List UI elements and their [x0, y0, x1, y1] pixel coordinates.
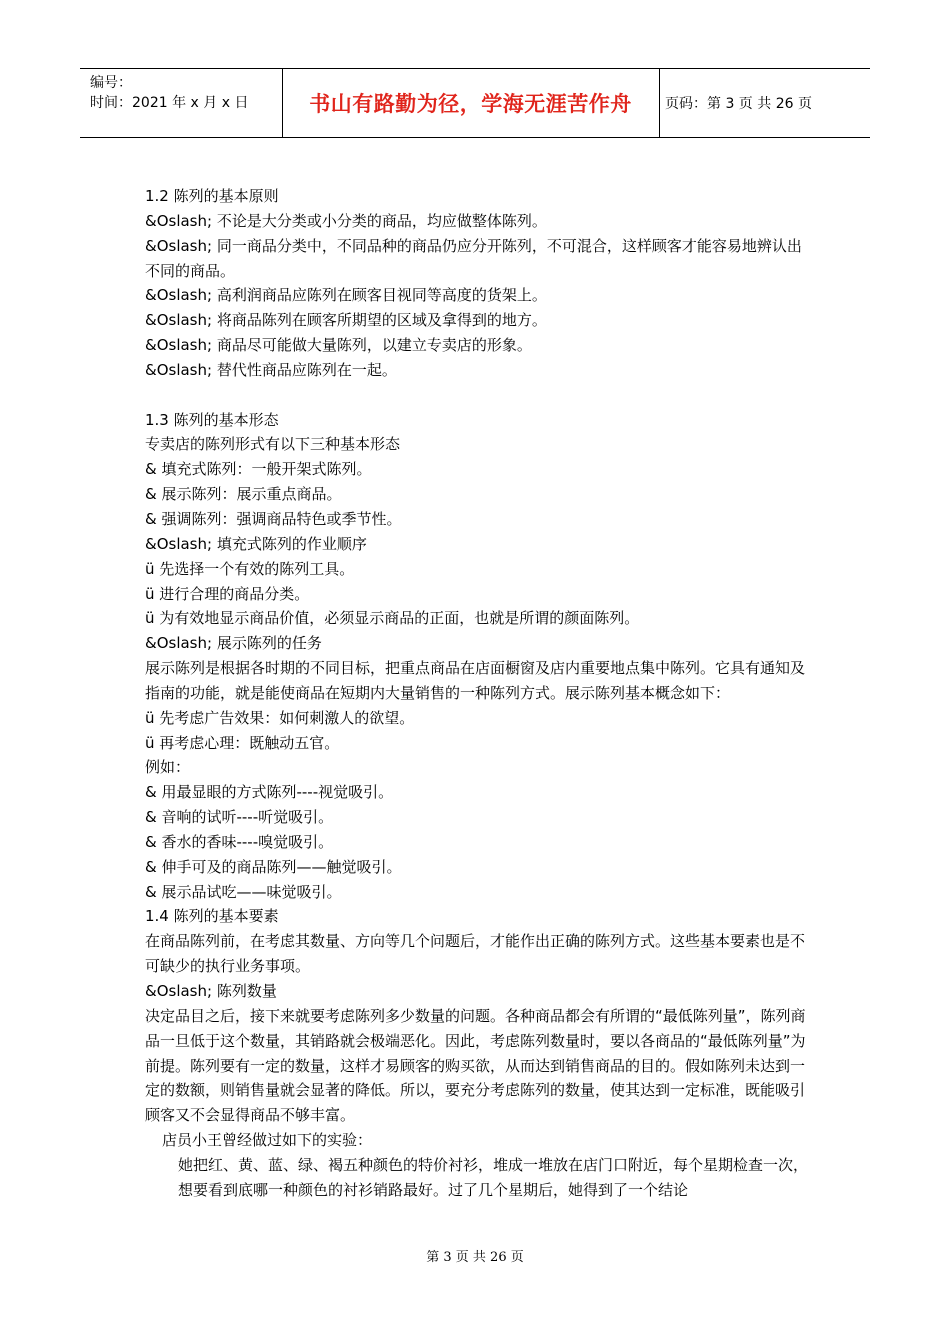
header-motto: 书山有路勤为径，学海无涯苦作舟	[309, 92, 632, 116]
header-page-info: 页码：第 3 页 共 26 页	[665, 96, 812, 112]
document-number-label: 编号：	[90, 75, 132, 91]
paragraph: & 填充式陈列：一般开架式陈列。	[145, 460, 372, 479]
paragraph: & 展示品试吃——味觉吸引。	[145, 882, 342, 901]
document-header	[80, 68, 870, 138]
page-footer: 第 3 页 共 26 页	[426, 1250, 524, 1265]
paragraph: ü 为有效地显示商品价值，必须显示商品的正面，也就是所谓的颜面陈列。	[145, 609, 640, 628]
paragraph: & 用最显眼的方式陈列----视觉吸引。	[145, 783, 394, 802]
section-heading: 1.4 陈列的基本要素	[145, 907, 279, 926]
paragraph: & 香水的香味----嗅觉吸引。	[145, 832, 334, 851]
paragraph: & 音响的试听----听觉吸引。	[145, 808, 334, 827]
paragraph: ü 再考虑心理：既触动五官。	[145, 733, 340, 752]
paragraph: ü 先选择一个有效的陈列工具。	[145, 559, 355, 578]
paragraph: &Oslash; 高利润商品应陈列在顾客目视同等高度的货架上。	[145, 286, 547, 305]
paragraph: ü 先考虑广告效果：如何刺激人的欲望。	[145, 708, 415, 727]
header-meta	[90, 73, 248, 113]
paragraph: &Oslash; 同一商品分类中，不同品种的商品仍应分开陈列，不可混合，这样顾客才能容易地辨认出不同的商品。	[145, 236, 802, 280]
paragraph: & 强调陈列：强调商品特色或季节性。	[145, 509, 402, 528]
section-heading: 1.2 陈列的基本原则	[145, 187, 279, 205]
paragraph: 专卖店的陈列形式有以下三种基本形态	[145, 435, 401, 454]
paragraph: & 伸手可及的商品陈列——触觉吸引。	[145, 857, 402, 876]
section-heading: 1.3 陈列的基本形态	[145, 410, 279, 429]
paragraph: &Oslash; 商品尽可能做大量陈列，以建立专卖店的形象。	[145, 336, 532, 355]
document-body	[145, 184, 815, 1203]
paragraph: ü 进行合理的商品分类。	[145, 584, 310, 603]
paragraph: 例如：	[145, 758, 191, 777]
document-date: 时间：2021 年 x 月 x 日	[90, 95, 249, 111]
paragraph: 她把红、黄、蓝、绿、褐五种颜色的特价衬衫，堆成一堆放在店门口附近，每个星期检查一次，想要看到底哪一种颜色的衬衫销路最好。过了几个星期后，她得到了一个结论	[178, 1155, 809, 1199]
paragraph: 在商品陈列前，在考虑其数量、方向等几个问题后，才能作出正确的陈列方式。这些基本要素也是不可缺少的执行业务事项。	[145, 932, 806, 976]
paragraph: &Oslash; 填充式陈列的作业顺序	[145, 534, 367, 553]
header-divider	[659, 69, 660, 137]
paragraph: 展示陈列是根据各时期的不同目标，把重点商品在店面橱窗及店内重要地点集中陈列。它具有通知及指南的功能，就是能使商品在短期内大量销售的一种陈列方式。展示陈列基本概念如下：	[145, 659, 806, 702]
paragraph: &Oslash; 展示陈列的任务	[145, 634, 322, 653]
paragraph: & 展示陈列：展示重点商品。	[145, 485, 342, 504]
paragraph: 店员小王曾经做过如下的实验：	[162, 1131, 373, 1150]
blank-line	[145, 383, 815, 408]
paragraph: &Oslash; 将商品陈列在顾客所期望的区域及拿得到的地方。	[145, 311, 547, 330]
paragraph: 决定品目之后，接下来就要考虑陈列多少数量的问题。各种商品都会有所谓的“最低陈列量”，陈列商品一旦低于这个数量，其销路就会极端恶化。因此，考虑陈列数量时，要以各商品的“最低陈列量”为前提。陈列要有一定的数量，这样才易顾客的购买欲，从而达到销售商品的目的。假如陈列未达到一定的数额，则销售量就会显著的降低。所以，要充分考虑陈列的数量，使其达到一定标准，既能吸引顾客又不会显得商品不够丰富。	[145, 1006, 806, 1125]
paragraph: &Oslash; 陈列数量	[145, 982, 277, 1000]
paragraph: &Oslash; 替代性商品应陈列在一起。	[145, 360, 397, 379]
paragraph: &Oslash; 不论是大分类或小分类的商品，均应做整体陈列。	[145, 211, 547, 230]
